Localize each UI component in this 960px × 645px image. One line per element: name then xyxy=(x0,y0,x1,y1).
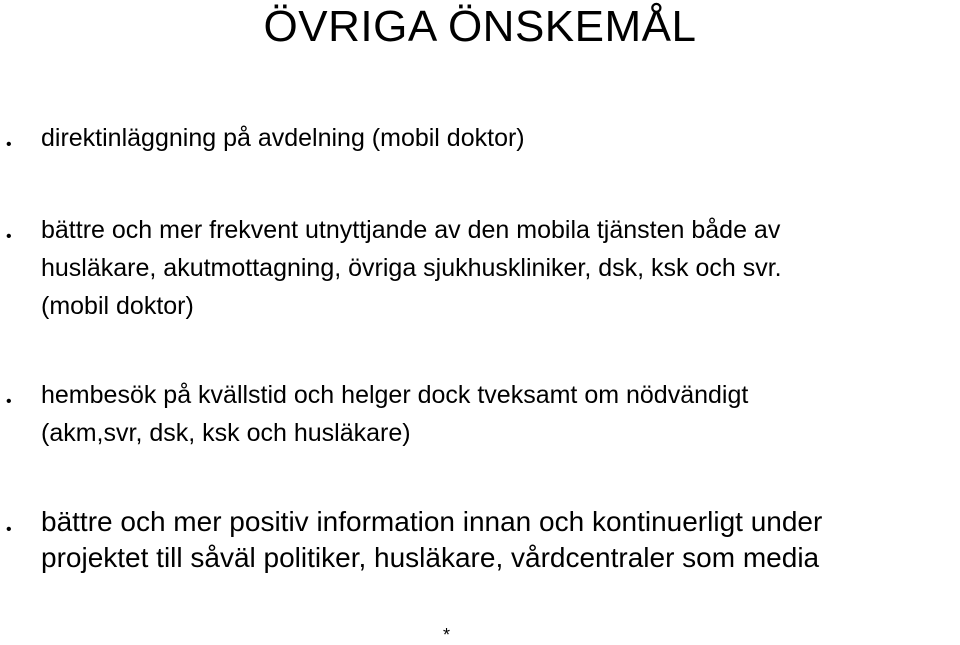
bullet-line: bättre och mer positiv information innan och kontinuerligt under xyxy=(41,506,823,537)
slide-title: ÖVRIGA ÖNSKEMÅL xyxy=(263,2,697,51)
bullet-line: hembesök på kvällstid och helger dock tveksamt om nödvändigt xyxy=(41,381,749,409)
bullet-text xyxy=(41,504,956,576)
bullet-line: direktinläggning på avdelning (mobil doktor) xyxy=(41,124,525,152)
bullet-line: (mobil doktor) xyxy=(41,292,194,320)
bullet-line: bättre och mer frekvent utnyttjande av den mobila tjänsten både av xyxy=(41,216,781,244)
bullet-text xyxy=(41,119,956,157)
bullet-line: projektet till såväl politiker, husläkare, vårdcentraler som media xyxy=(41,542,820,573)
bullet-text xyxy=(41,211,956,325)
bullet-dot-icon: • xyxy=(6,228,12,245)
bullet-dot-icon: • xyxy=(6,521,12,538)
bullet-dot-icon: • xyxy=(6,393,12,410)
bullet-line: husläkare, akutmottagning, övriga sjukhuskliniker, dsk, ksk och svr. xyxy=(41,254,782,282)
bullet-text xyxy=(41,376,956,452)
footer-asterisk: * xyxy=(443,625,451,645)
bullet-line: (akm,svr, dsk, ksk och husläkare) xyxy=(41,419,411,447)
bullet-dot-icon: • xyxy=(6,136,12,153)
